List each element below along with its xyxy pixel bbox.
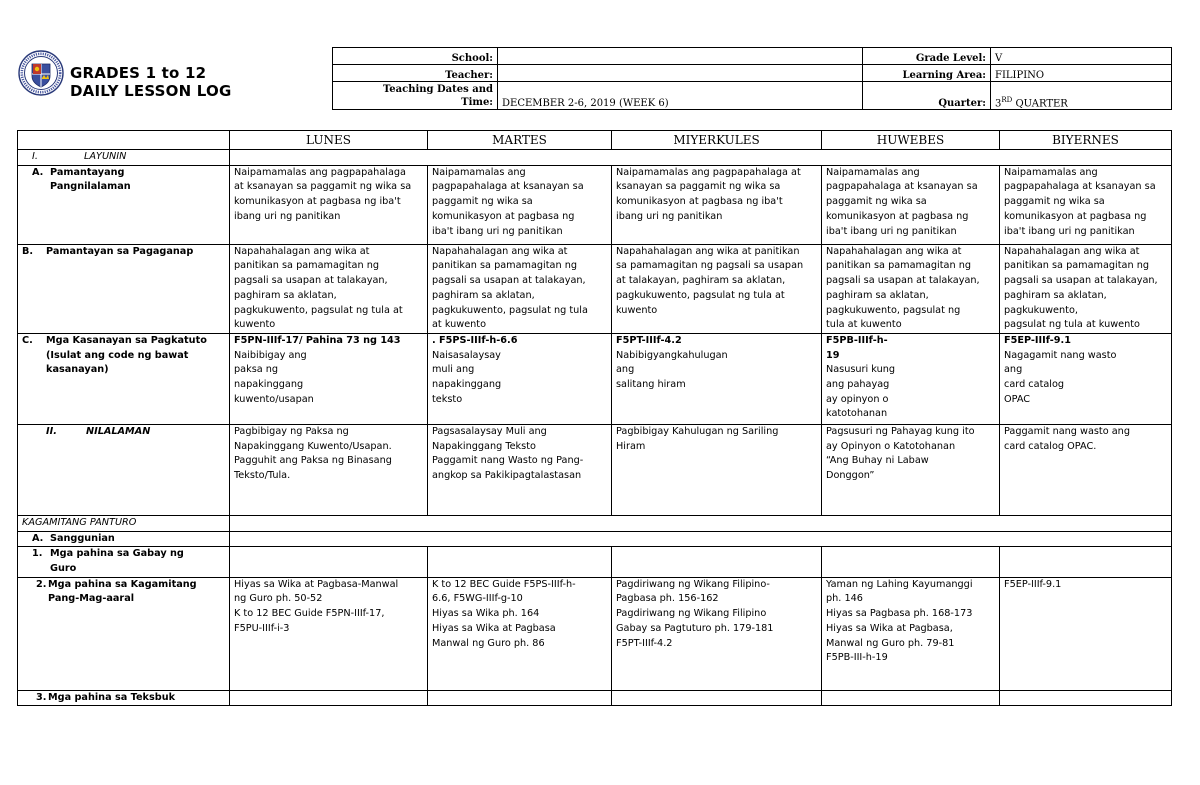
grade-level-field[interactable]: V [991, 48, 1172, 65]
competency-code: . F5PS-IIIf-h-6.6 [432, 334, 518, 346]
day-header-martes: MARTES [428, 131, 612, 150]
sanggunian-text: Sanggunian [50, 532, 115, 544]
kasanayan-row [18, 333, 1172, 424]
cell-text: Yaman ng Lahing Kayumanggi ph. 146 Hiyas sa Pagbasa ph. 168-173 Hiyas sa Wika at Pagbasa, Manwal ng Guro ph. 79-81 F5PB-III-h-19 [826, 578, 973, 664]
sanggunian-cell[interactable] [230, 531, 1172, 547]
kagamitang-pang-mag-aaral-text: Mga pahina sa Kagamitang Pang-Mag-aaral [48, 578, 197, 605]
pamantayang-pangnilalaman-martes[interactable] [428, 165, 612, 244]
layunin-cell[interactable] [230, 150, 1172, 166]
cell-text: Pagsasalaysay Muli ang Napakinggang Teksto Paggamit nang Wasto ng Pang- angkop sa Pakikipagtalastasan [432, 425, 584, 482]
nilalaman-miyerkules[interactable] [612, 424, 822, 515]
sanggunian-row [18, 531, 1172, 547]
pamantayan-sa-pagaganap-row [18, 244, 1172, 333]
teaching-dates-label [333, 82, 498, 110]
kagamitang-pang-mag-aaral-number: 2. [36, 578, 47, 590]
gabay-ng-guro-martes[interactable] [428, 547, 612, 577]
teaching-dates-label-line-2: Time: [461, 97, 493, 108]
gabay-ng-guro-number: 1. [32, 548, 43, 560]
kagamitang-pang-mag-aaral-martes[interactable] [428, 577, 612, 690]
cell-text: Napahahalagan ang wika at panitikan sa pamamagitan ng pagsali sa usapan at talakayan, paghiram sa aklatan, pagkukuwento, pagsulat ng tula at kuwento [1004, 245, 1158, 331]
nilalaman-label [18, 424, 230, 515]
school-label: School: [333, 48, 498, 65]
teksbuk-text: Mga pahina sa Teksbuk [48, 691, 176, 703]
gabay-ng-guro-text: Mga pahina sa Gabay ng Guro [50, 548, 184, 575]
teksbuk-huwebes[interactable] [822, 690, 1000, 706]
competency-code: F5EP-IIIf-9.1 [1004, 334, 1071, 346]
nilalaman-text: NILALAMAN [86, 425, 151, 437]
pamantayang-pangnilalaman-label [18, 165, 230, 244]
cell-text: Napahahalagan ang wika at panitikan sa pamamagitan ng pagsali sa usapan at talakayan, paghiram sa aklatan, pagkukuwento, pagsulat ng tula at kuwento [616, 245, 804, 316]
competency-code: F5PT-IIIf-4.2 [616, 334, 682, 346]
gabay-ng-guro-row [18, 547, 1172, 577]
pamantayang-pangnilalaman-miyerkules[interactable] [612, 165, 822, 244]
cell-text: Napahahalagan ang wika at panitikan sa pamamagitan ng pagsali sa usapan at talakayan, paghiram sa aklatan, pagkukuwento, pagsulat ng tula at kuwento [234, 245, 403, 331]
day-header-lunes: LUNES [230, 131, 428, 150]
kagamitang-panturo-row [18, 515, 1172, 531]
kagamitang-pang-mag-aaral-row [18, 577, 1172, 690]
nilalaman-number: II. [46, 425, 57, 437]
lesson-plan-table [17, 130, 1172, 706]
sanggunian-label [18, 531, 230, 547]
gabay-ng-guro-biyernes[interactable] [1000, 547, 1172, 577]
kasanayan-label [18, 333, 230, 424]
deped-seal-logo [18, 50, 64, 96]
pamantayan-sa-pagaganap-label [18, 244, 230, 333]
pamantayan-sa-pagaganap-huwebes[interactable] [822, 244, 1000, 333]
kagamitang-pang-mag-aaral-lunes[interactable] [230, 577, 428, 690]
cell-text: Naipamamalas ang pagpapahalaga at ksanayan sa paggamit ng wika sa komunikasyon at pagbasa ng iba't ibang uri ng panitikan [234, 166, 412, 222]
layunin-label [18, 150, 230, 166]
day-header-blank [18, 131, 230, 150]
title-line-1: GRADES 1 to 12 [70, 64, 207, 82]
cell-text: K to 12 BEC Guide F5PS-IIIf-h- 6.6, F5WG-IIIf-g-10 Hiyas sa Wika ph. 164 Hiyas sa Wika at Pagbasa Manwal ng Guro ph. 86 [432, 578, 576, 649]
teacher-label: Teacher: [333, 65, 498, 82]
pamantayang-pangnilalaman-text: Pamantayang Pangnilalaman [50, 166, 131, 193]
competency-code: F5PB-IIIf-h- 19 [826, 334, 888, 361]
nilalaman-row [18, 424, 1172, 515]
gabay-ng-guro-label [18, 547, 230, 577]
document-title [70, 64, 232, 100]
header-info-table [332, 47, 1172, 110]
kasanayan-martes[interactable] [428, 333, 612, 424]
layunin-row [18, 150, 1172, 166]
gabay-ng-guro-lunes[interactable] [230, 547, 428, 577]
learning-area-field[interactable]: FILIPINO [991, 65, 1172, 82]
gabay-ng-guro-huwebes[interactable] [822, 547, 1000, 577]
teksbuk-label [18, 690, 230, 706]
quarter-field[interactable] [991, 82, 1172, 110]
kasanayan-lunes[interactable] [230, 333, 428, 424]
pamantayang-pangnilalaman-huwebes[interactable] [822, 165, 1000, 244]
quarter-suffix: RD [1001, 95, 1013, 104]
day-header-miyerkules: MIYERKULES [612, 131, 822, 150]
quarter-number: 3 [995, 98, 1002, 109]
cell-text: Pagbibigay Kahulugan ng Sariling Hiram [616, 425, 779, 452]
school-field[interactable] [498, 48, 863, 65]
cell-text: Nabibigyangkahulugan ang salitang hiram [616, 349, 728, 391]
gabay-ng-guro-miyerkules[interactable] [612, 547, 822, 577]
teksbuk-row [18, 690, 1172, 706]
pamantayan-sa-pagaganap-miyerkules[interactable] [612, 244, 822, 333]
pamantayang-pangnilalaman-row [18, 165, 1172, 244]
teksbuk-lunes[interactable] [230, 690, 428, 706]
cell-text: Naibibigay ang paksa ng napakinggang kuwento/usapan [234, 349, 314, 405]
teksbuk-miyerkules[interactable] [612, 690, 822, 706]
pamantayan-sa-pagaganap-biyernes[interactable] [1000, 244, 1172, 333]
nilalaman-martes[interactable] [428, 424, 612, 515]
layunin-text: LAYUNIN [84, 151, 127, 162]
cell-text: Napahahalagan ang wika at panitikan sa pamamagitan ng pagsali sa usapan at talakayan, paghiram sa aklatan, pagkukuwento, pagsulat ng tula at kuwento [826, 245, 980, 331]
cell-text: Pagsusuri ng Pahayag kung ito ay Opinyon o Katotohanan “Ang Buhay ni Labaw Donggon” [826, 425, 975, 482]
kasanayan-number: C. [22, 334, 33, 346]
day-header-row [18, 131, 1172, 150]
cell-text: Paggamit nang wasto ang card catalog OPAC. [1004, 425, 1130, 452]
kagamitang-pang-mag-aaral-huwebes[interactable] [822, 577, 1000, 690]
kasanayan-biyernes[interactable] [1000, 333, 1172, 424]
quarter-text: QUARTER [1012, 98, 1068, 109]
day-header-biyernes: BIYERNES [1000, 131, 1172, 150]
cell-text: Naisasalaysay muli ang napakinggang teksto [432, 349, 502, 405]
pamantayang-pangnilalaman-number: A. [32, 166, 44, 178]
cell-text: Hiyas sa Wika at Pagbasa-Manwal ng Guro ph. 50-52 K to 12 BEC Guide F5PN-IIIf-17, F5PU-IIIf-i-3 [234, 578, 399, 634]
pamantayang-pangnilalaman-biyernes[interactable] [1000, 165, 1172, 244]
cell-text: Pagbibigay ng Paksa ng Napakinggang Kuwento/Usapan. Pagguhit ang Paksa ng Binasang Teksto/Tula. [234, 425, 392, 482]
kagamitang-panturo-cell[interactable] [230, 515, 1172, 531]
pamantayan-sa-pagaganap-number: B. [22, 245, 34, 257]
teksbuk-martes[interactable] [428, 690, 612, 706]
competency-code: F5PN-IIIf-17/ Pahina 73 ng 143 [234, 334, 401, 346]
pamantayang-pangnilalaman-lunes[interactable] [230, 165, 428, 244]
teaching-dates-label-line-1: Teaching Dates and [382, 84, 493, 95]
nilalaman-lunes[interactable] [230, 424, 428, 515]
cell-text: F5EP-IIIf-9.1 [1004, 578, 1062, 590]
grade-level-label: Grade Level: [863, 48, 991, 65]
teacher-field[interactable] [498, 65, 863, 82]
cell-text: Naipamamalas ang pagpapahalaga at ksanayan sa paggamit ng wika sa komunikasyon at pagbasa ng iba't ibang uri ng panitikan [432, 166, 584, 237]
cell-text: Nasusuri kung ang pahayag ay opinyon o katotohanan [826, 364, 896, 420]
kasanayan-huwebes[interactable] [822, 333, 1000, 424]
kagamitang-pang-mag-aaral-biyernes[interactable] [1000, 577, 1172, 690]
kagamitang-panturo-label: KAGAMITANG PANTURO [18, 515, 230, 531]
cell-text: Pagdiriwang ng Wikang Filipino- Pagbasa ph. 156-162 Pagdiriwang ng Wikang Filipino Gabay sa Pagtuturo ph. 179-181 F5PT-IIIf-4.2 [616, 578, 774, 649]
cell-text: Napahahalagan ang wika at panitikan sa pamamagitan ng pagsali sa usapan at talakayan, paghiram sa aklatan, pagkukuwento, pagsulat ng tula at kuwento [432, 245, 588, 331]
sanggunian-number: A. [32, 532, 44, 544]
kasanayan-miyerkules[interactable] [612, 333, 822, 424]
nilalaman-huwebes[interactable] [822, 424, 1000, 515]
teksbuk-biyernes[interactable] [1000, 690, 1172, 706]
nilalaman-biyernes[interactable] [1000, 424, 1172, 515]
pamantayan-sa-pagaganap-lunes[interactable] [230, 244, 428, 333]
kagamitang-pang-mag-aaral-label [18, 577, 230, 690]
learning-area-label: Learning Area: [863, 65, 991, 82]
cell-text: Naipamamalas ang pagpapahalaga at ksanayan sa paggamit ng wika sa komunikasyon at pagbasa ng iba't ibang uri ng panitikan [826, 166, 978, 237]
cell-text: Naipamamalas ang pagpapahalaga at ksanayan sa paggamit ng wika sa komunikasyon at pagbasa ng iba't ibang uri ng panitikan [616, 166, 801, 222]
cell-text: Naipamamalas ang pagpapahalaga at ksanayan sa paggamit ng wika sa komunikasyon at pagbasa ng iba't ibang uri ng panitikan [1004, 166, 1156, 237]
layunin-number: I. [32, 151, 38, 162]
kagamitang-pang-mag-aaral-miyerkules[interactable] [612, 577, 822, 690]
teaching-dates-field[interactable]: DECEMBER 2-6, 2019 (WEEK 6) [498, 82, 863, 110]
pamantayan-sa-pagaganap-martes[interactable] [428, 244, 612, 333]
kasanayan-text: Mga Kasanayan sa Pagkatuto (Isulat ang code ng bawat kasanayan) [46, 334, 207, 376]
cell-text: Nagagamit nang wasto ang card catalog OPAC [1004, 349, 1117, 405]
day-header-huwebes: HUWEBES [822, 131, 1000, 150]
pamantayan-sa-pagaganap-text: Pamantayan sa Pagaganap [46, 245, 194, 257]
title-line-2: DAILY LESSON LOG [70, 82, 232, 100]
teksbuk-number: 3. [36, 691, 47, 703]
quarter-label: Quarter: [863, 82, 991, 110]
